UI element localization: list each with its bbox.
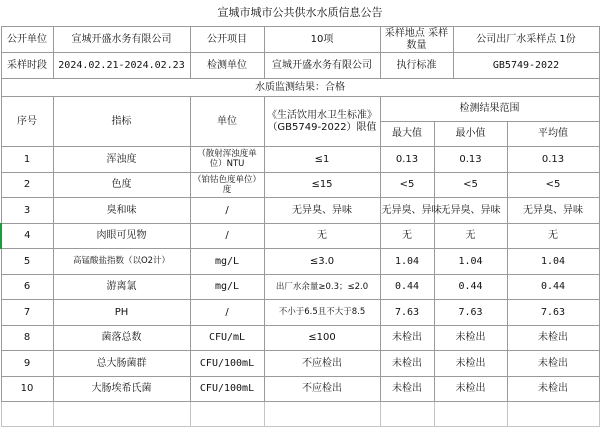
test-unit-value[interactable]: 宣城开盛水务有限公司 (264, 53, 380, 79)
row-seq[interactable]: 2 (1, 172, 53, 198)
row-indicator[interactable]: 大肠埃希氏菌 (53, 376, 190, 402)
table-row (1, 300, 599, 326)
row-min[interactable]: 未检出 (434, 325, 507, 351)
row-max[interactable]: 1.04 (380, 249, 434, 275)
header-avg[interactable]: 平均值 (507, 122, 599, 147)
row-indicator[interactable]: 浑浊度 (53, 147, 190, 173)
table-row (1, 325, 599, 351)
row-indicator[interactable]: 高锰酸盐指数（以O2计） (53, 249, 190, 275)
row-seq[interactable]: 9 (1, 351, 53, 377)
period-label[interactable]: 采样时段 (1, 53, 53, 79)
header-max[interactable]: 最大值 (380, 122, 434, 147)
row-max[interactable]: 未检出 (380, 376, 434, 402)
row-unit[interactable]: / (190, 300, 264, 326)
row-limit[interactable]: 不应检出 (264, 376, 380, 402)
row-max[interactable]: 0.44 (380, 274, 434, 300)
row-avg[interactable]: 未检出 (507, 325, 599, 351)
empty-cell[interactable] (380, 402, 434, 427)
standard-label[interactable]: 执行标准 (380, 53, 453, 79)
row-unit[interactable]: / (190, 198, 264, 224)
table-row (1, 223, 599, 249)
test-unit-label[interactable]: 检测单位 (190, 53, 264, 79)
row-limit[interactable]: 无异臭、异味 (264, 198, 380, 224)
row-unit[interactable]: mg/L (190, 249, 264, 275)
row-max[interactable]: 无 (380, 223, 434, 249)
row-avg[interactable]: 无异臭、异味 (507, 198, 599, 224)
row-indicator[interactable]: PH (53, 300, 190, 326)
unit-label[interactable]: 公开单位 (1, 27, 53, 53)
row-avg[interactable]: 1.04 (507, 249, 599, 275)
empty-cell[interactable] (1, 402, 53, 427)
page-title: 宣城市城市公共供水水质信息公告 (217, 6, 383, 19)
header-indicator[interactable]: 指标 (53, 97, 190, 147)
row-limit[interactable]: 不应检出 (264, 351, 380, 377)
row-unit[interactable]: （铂钴色度单位）度 (190, 172, 264, 198)
summary-result[interactable]: 水质监测结果：合格 (1, 79, 599, 97)
empty-cell[interactable] (507, 402, 599, 427)
row-indicator[interactable]: 总大肠菌群 (53, 351, 190, 377)
empty-row (1, 402, 599, 427)
row-avg[interactable]: 0.13 (507, 147, 599, 173)
row-seq[interactable]: 4 (1, 223, 53, 249)
row-limit[interactable]: ≤15 (264, 172, 380, 198)
row-min[interactable]: 0.13 (434, 147, 507, 173)
row-unit[interactable]: CFU/mL (190, 325, 264, 351)
row-max[interactable]: 无异臭、异味 (380, 198, 434, 224)
table-row (1, 249, 599, 275)
project-label[interactable]: 公开项目 (190, 27, 264, 53)
empty-cell[interactable] (434, 402, 507, 427)
table-row (1, 198, 599, 224)
row-min[interactable]: 1.04 (434, 249, 507, 275)
row-seq[interactable]: 8 (1, 325, 53, 351)
row-seq[interactable]: 1 (1, 147, 53, 173)
row-indicator[interactable]: 臭和味 (53, 198, 190, 224)
row-seq[interactable]: 3 (1, 198, 53, 224)
row-unit[interactable]: （散射浑浊度单位）NTU (190, 147, 264, 173)
table-row (1, 376, 599, 402)
row-unit[interactable]: CFU/100mL (190, 376, 264, 402)
row-max[interactable]: 7.63 (380, 300, 434, 326)
info-row-2 (1, 53, 599, 79)
row-seq[interactable]: 7 (1, 300, 53, 326)
water-quality-table (0, 26, 600, 427)
table-row (1, 274, 599, 300)
summary-row (1, 79, 599, 97)
row-avg[interactable]: <5 (507, 172, 599, 198)
row-seq[interactable]: 10 (1, 376, 53, 402)
row-avg[interactable]: 0.44 (507, 274, 599, 300)
row-min[interactable]: 无 (434, 223, 507, 249)
row-seq[interactable]: 5 (1, 249, 53, 275)
row-max[interactable]: 未检出 (380, 351, 434, 377)
header-range[interactable]: 检测结果范围 (380, 97, 599, 122)
standard-value[interactable]: GB5749-2022 (453, 53, 599, 79)
header-min[interactable]: 最小值 (434, 122, 507, 147)
row-unit[interactable]: mg/L (190, 274, 264, 300)
row-seq[interactable]: 6 (1, 274, 53, 300)
row-indicator[interactable]: 肉眼可见物 (53, 223, 190, 249)
row-limit[interactable]: 不小于6.5且不大于8.5 (264, 300, 380, 326)
empty-cell[interactable] (264, 402, 380, 427)
row-max[interactable]: <5 (380, 172, 434, 198)
info-row-1 (1, 27, 599, 53)
row-indicator[interactable]: 游离氯 (53, 274, 190, 300)
row-min[interactable]: 无异臭、异味 (434, 198, 507, 224)
project-value[interactable]: 10项 (264, 27, 380, 53)
row-avg[interactable]: 未检出 (507, 351, 599, 377)
row-limit[interactable]: 无 (264, 223, 380, 249)
row-unit[interactable]: CFU/100mL (190, 351, 264, 377)
row-max[interactable]: 0.13 (380, 147, 434, 173)
row-unit[interactable]: / (190, 223, 264, 249)
row-avg[interactable]: 未检出 (507, 376, 599, 402)
row-avg[interactable]: 无 (507, 223, 599, 249)
header-unit[interactable]: 单位 (190, 97, 264, 147)
table-row (1, 172, 599, 198)
row-indicator[interactable]: 菌落总数 (53, 325, 190, 351)
row-min[interactable]: 7.63 (434, 300, 507, 326)
header-limit[interactable]: 《生活饮用水卫生标准》（GB5749-2022）限值 (264, 97, 380, 147)
row-limit[interactable]: ≤1 (264, 147, 380, 173)
row-indicator[interactable]: 色度 (53, 172, 190, 198)
row-max[interactable]: 未检出 (380, 325, 434, 351)
row-min[interactable]: <5 (434, 172, 507, 198)
unit-value[interactable]: 宣城开盛水务有限公司 (53, 27, 190, 53)
row-min[interactable]: 未检出 (434, 376, 507, 402)
row-limit[interactable]: 出厂水余量≥0.3；≤2.0 (264, 274, 380, 300)
header-row-1 (1, 97, 599, 122)
row-min[interactable]: 未检出 (434, 351, 507, 377)
header-seq[interactable]: 序号 (1, 97, 53, 147)
row-min[interactable]: 0.44 (434, 274, 507, 300)
period-value[interactable]: 2024.02.21-2024.02.23 (53, 53, 190, 79)
table-row (1, 147, 599, 173)
sample-value[interactable]: 公司出厂水采样点 1份 (453, 27, 599, 53)
sample-label[interactable]: 采样地点 采样数量 (380, 27, 453, 53)
table-row (1, 351, 599, 377)
empty-cell[interactable] (190, 402, 264, 427)
row-limit[interactable]: ≤100 (264, 325, 380, 351)
empty-cell[interactable] (53, 402, 190, 427)
row-avg[interactable]: 7.63 (507, 300, 599, 326)
row-limit[interactable]: ≤3.0 (264, 249, 380, 275)
